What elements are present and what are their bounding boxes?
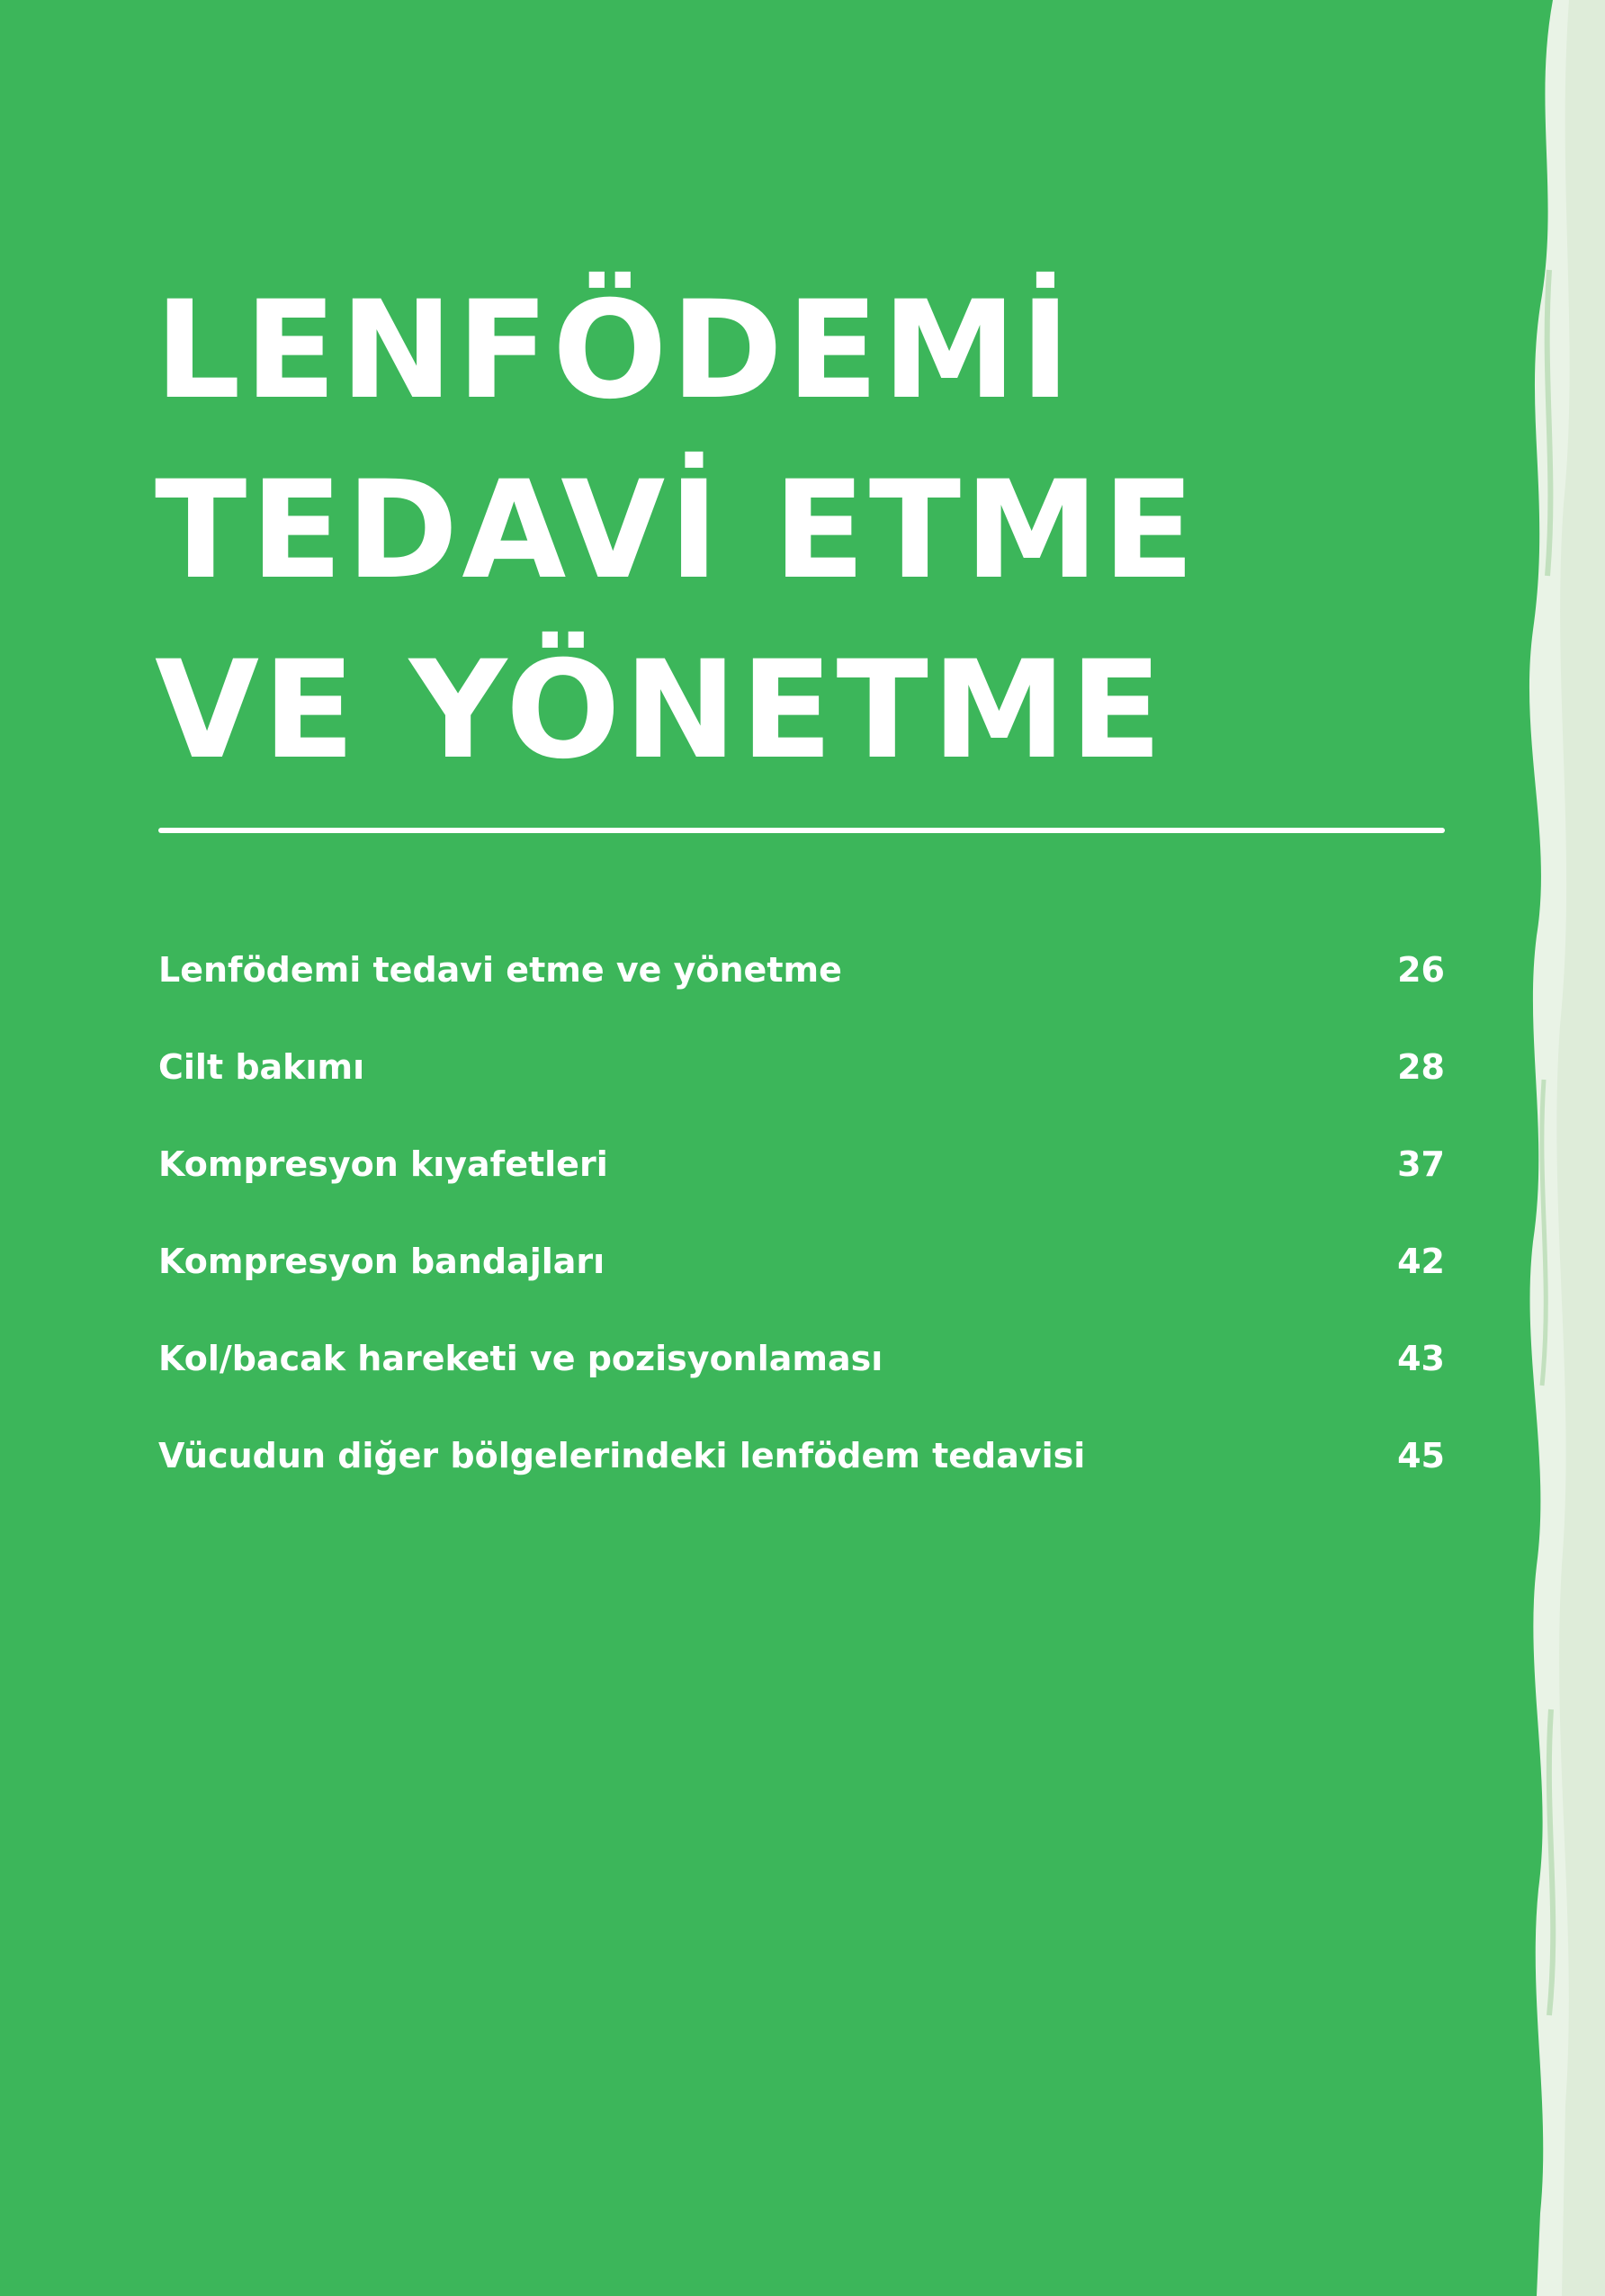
toc-item[interactable] bbox=[158, 1037, 1445, 1135]
toc-item[interactable] bbox=[158, 940, 1445, 1037]
toc-item-page: 43 bbox=[1397, 1339, 1445, 1378]
toc-item[interactable] bbox=[158, 1135, 1445, 1232]
toc-item-label: Vücudun diğer bölgelerindeki lenfödem tedavisi bbox=[158, 1436, 1086, 1475]
toc-item-label: Lenfödemi tedavi etme ve yönetme bbox=[158, 950, 842, 990]
title-line-2: TEDAVİ ETME bbox=[155, 453, 1198, 609]
title-line-3: VE YÖNETME bbox=[155, 632, 1166, 789]
toc-item[interactable] bbox=[158, 1426, 1445, 1523]
toc-item-page: 28 bbox=[1397, 1047, 1445, 1087]
toc-item-page: 26 bbox=[1397, 950, 1445, 990]
toc-item-label: Cilt bakımı bbox=[158, 1047, 365, 1087]
toc-item-page: 37 bbox=[1397, 1144, 1445, 1184]
toc-item-label: Kompresyon bandajları bbox=[158, 1242, 605, 1281]
toc-item-label: Kompresyon kıyafetleri bbox=[158, 1144, 608, 1184]
title-divider bbox=[158, 828, 1445, 833]
toc-item-page: 42 bbox=[1397, 1242, 1445, 1281]
title-line-1: LENFÖDEMİ bbox=[155, 273, 1074, 429]
toc-item[interactable] bbox=[158, 1232, 1445, 1329]
torn-paper-edge bbox=[1497, 0, 1605, 2296]
page-title bbox=[155, 261, 1198, 801]
toc-item[interactable] bbox=[158, 1329, 1445, 1426]
toc-item-label: Kol/bacak hareketi ve pozisyonlaması bbox=[158, 1339, 883, 1378]
toc-item-page: 45 bbox=[1397, 1436, 1445, 1475]
table-of-contents bbox=[158, 940, 1445, 1523]
